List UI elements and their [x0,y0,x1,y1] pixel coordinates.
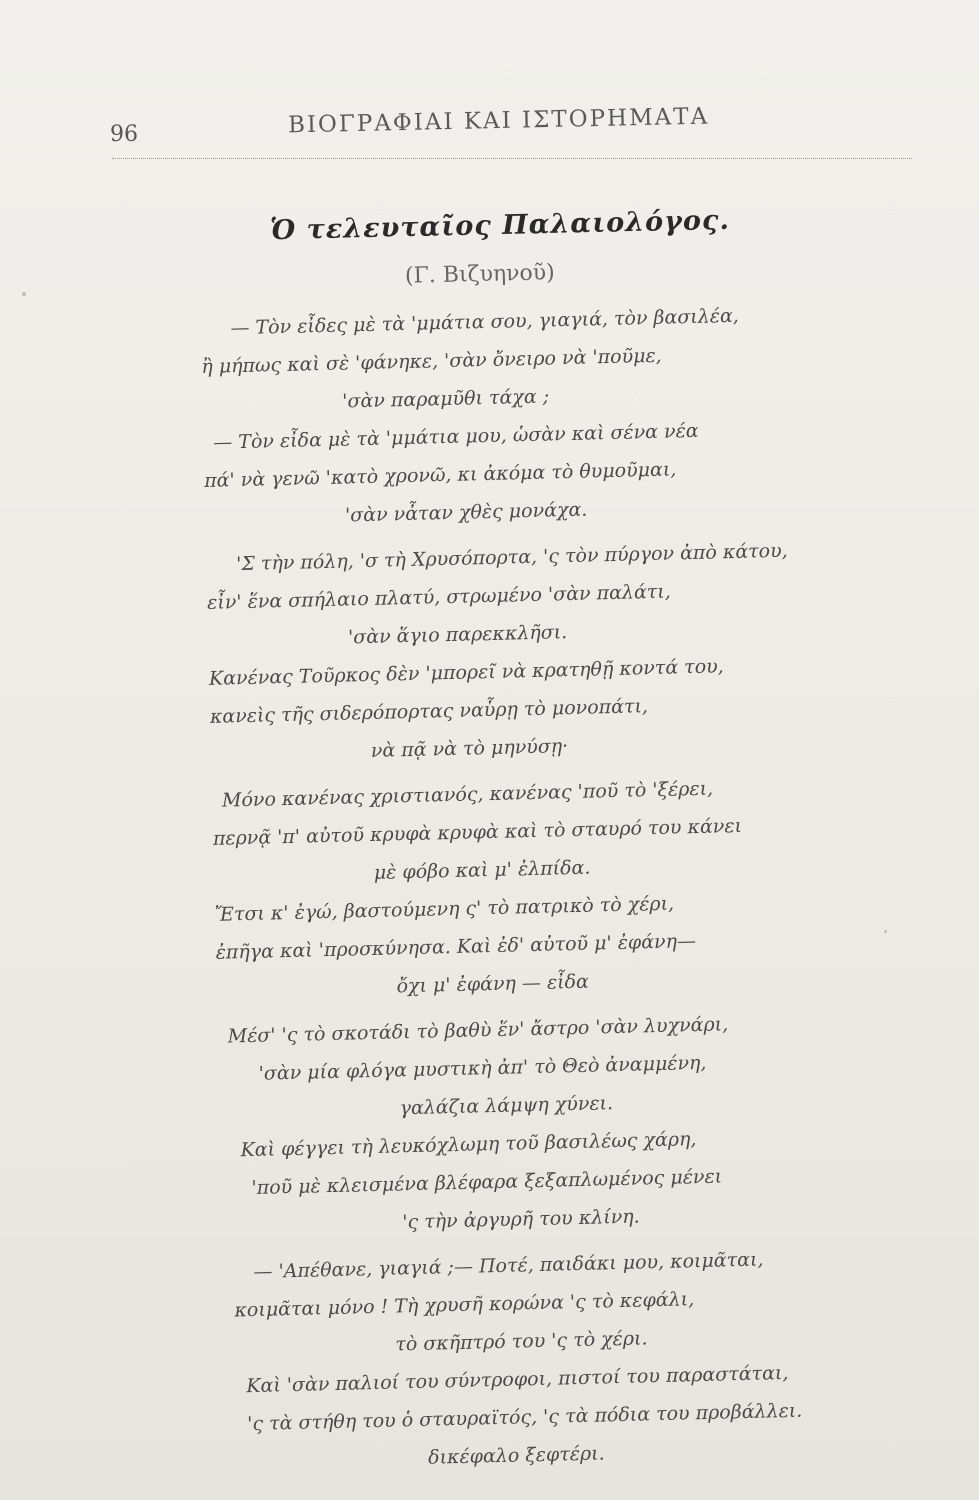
poem-line: 'ς τὴν ἀργυρῆ του κλίνη. [402,1205,640,1234]
poem-line: 'σὰν μία φλόγα μυστικὴ ἀπ' τὸ Θεὸ ἀναμμένη, [258,1051,707,1085]
stanza [212,764,937,1010]
header-rule [112,158,912,159]
poem-line: κοιμᾶται μόνο ! Τὴ χρυσῆ κορώνα 'ς τὸ κεφάλι, [234,1288,695,1322]
poem-line: δικέφαλο ξεφτέρι. [427,1442,605,1469]
poem-line: 'ποῦ μὲ κλεισμένα βλέφαρα ξεξαπλωμένος μένει [251,1165,723,1200]
poem-line: Μέσ' 'ς τὸ σκοτάδι τὸ βαθὺ ἕν' ἄστρο 'σὰν λυχνάρι, [227,1013,729,1048]
poem-line: ἢ μήπως καὶ σὲ 'φάνηκε, 'σὰν ὄνειρο νὰ 'ποῦμε, [201,344,662,378]
poem-line: γαλάζια λάμψη χύνει. [399,1092,614,1120]
poem-line: νὰ πᾷ νὰ τὸ μηνύσῃ· [370,735,569,762]
poem-line: ὄχι μ' ἐφάνη — εἶδα [396,970,590,998]
poem-title: Ὁ τελευταῖος Παλαιολόγος. [269,204,731,247]
poem-line: τὸ σκῆπτρό του 'ς τὸ χέρι. [395,1327,648,1356]
poem-line: ἐπῆγα καὶ 'προσκύνησα. Καὶ ἐδ' αὐτοῦ μ' ἐφάνη— [215,930,697,964]
poem-line: κανεὶς τῆς σιδερόπορτας ναὗρῃ τὸ μονοπάτι, [209,695,649,728]
poem-line: Κανένας Τοῦρκος δὲν 'μπορεῖ νὰ κρατηθῇ κοντά του, [208,655,724,690]
stanza [200,292,925,538]
poem-line: πά' νὰ γενῶ 'κατὸ χρονῶ, κι ἀκόμα τὸ θυμοῦμαι, [203,458,677,492]
poem-line: Ἔτσι κ' ἐγώ, βαστούμενη ς' τὸ πατρικὸ τὸ χέρι, [214,892,675,926]
poem-line: Μόνο κανένας χριστιανός, κανένας 'ποῦ τὸ 'ξέρει, [221,777,714,812]
stanza [206,528,931,774]
poem-author: (Γ. Βιζυηνοῦ) [404,260,555,289]
page-header [110,103,910,148]
poem-line: — Τὸν εἶδα μὲ τὰ 'μμάτια μου, ὡσὰν καὶ σένα νέα [212,419,699,454]
poem-line: Καὶ 'σὰν παλιοί του σύντροφοι, πιστοί του παραστάται, [246,1361,789,1398]
poem-body [200,292,948,1481]
poem-line: — Τὸν εἶδες μὲ τὰ 'μμάτια σου, γιαγιά, τὸν βασιλέα, [230,304,740,340]
poem-line: 'σὰν ἅγιο παρεκκλῆσι. [347,621,568,649]
poem-line: 'ς τὰ στήθη του ὁ σταυραϊτός, 'ς τὰ πόδια του προβάλλει. [246,1399,803,1436]
poem-line: περνᾷ 'π' αὐτοῦ κρυφὰ κρυφὰ καὶ τὸ σταυρό του κάνει [212,814,743,850]
poem-line: 'σὰν παραμῦθι τάχα ; [342,385,550,413]
paper-speck [22,292,26,296]
poem-line: 'σὰν νἆταν χθὲς μονάχα. [344,498,588,527]
stanza [217,1000,942,1246]
poem-line: μὲ φόβο καὶ μ' ἐλπίδα. [373,856,591,884]
poem-line: — 'Απέθανε, γιαγιά ;— Ποτέ, παιδάκι μου, κοιμᾶται, [253,1248,764,1283]
stanza [223,1236,948,1482]
poem-line: Καὶ φέγγει τὴ λευκόχλωμη τοῦ βασιλέως χάρη, [240,1128,697,1162]
poem-line: 'Σ τὴν πόλη, 'σ τὴ Χρυσόπορτα, 'ς τὸν πύργον ἀπὸ κάτου, [235,539,788,576]
page-number: 96 [110,122,138,147]
paper-speck [884,930,887,933]
running-head: ΒΙΟΓΡΑΦΙΑΙ ΚΑΙ ΙΣΤΟΡΗΜΑΤΑ [287,103,710,139]
poem-line: εἶν' ἕνα σπήλαιο πλατύ, στρωμένο 'σὰν παλάτι, [206,580,672,614]
